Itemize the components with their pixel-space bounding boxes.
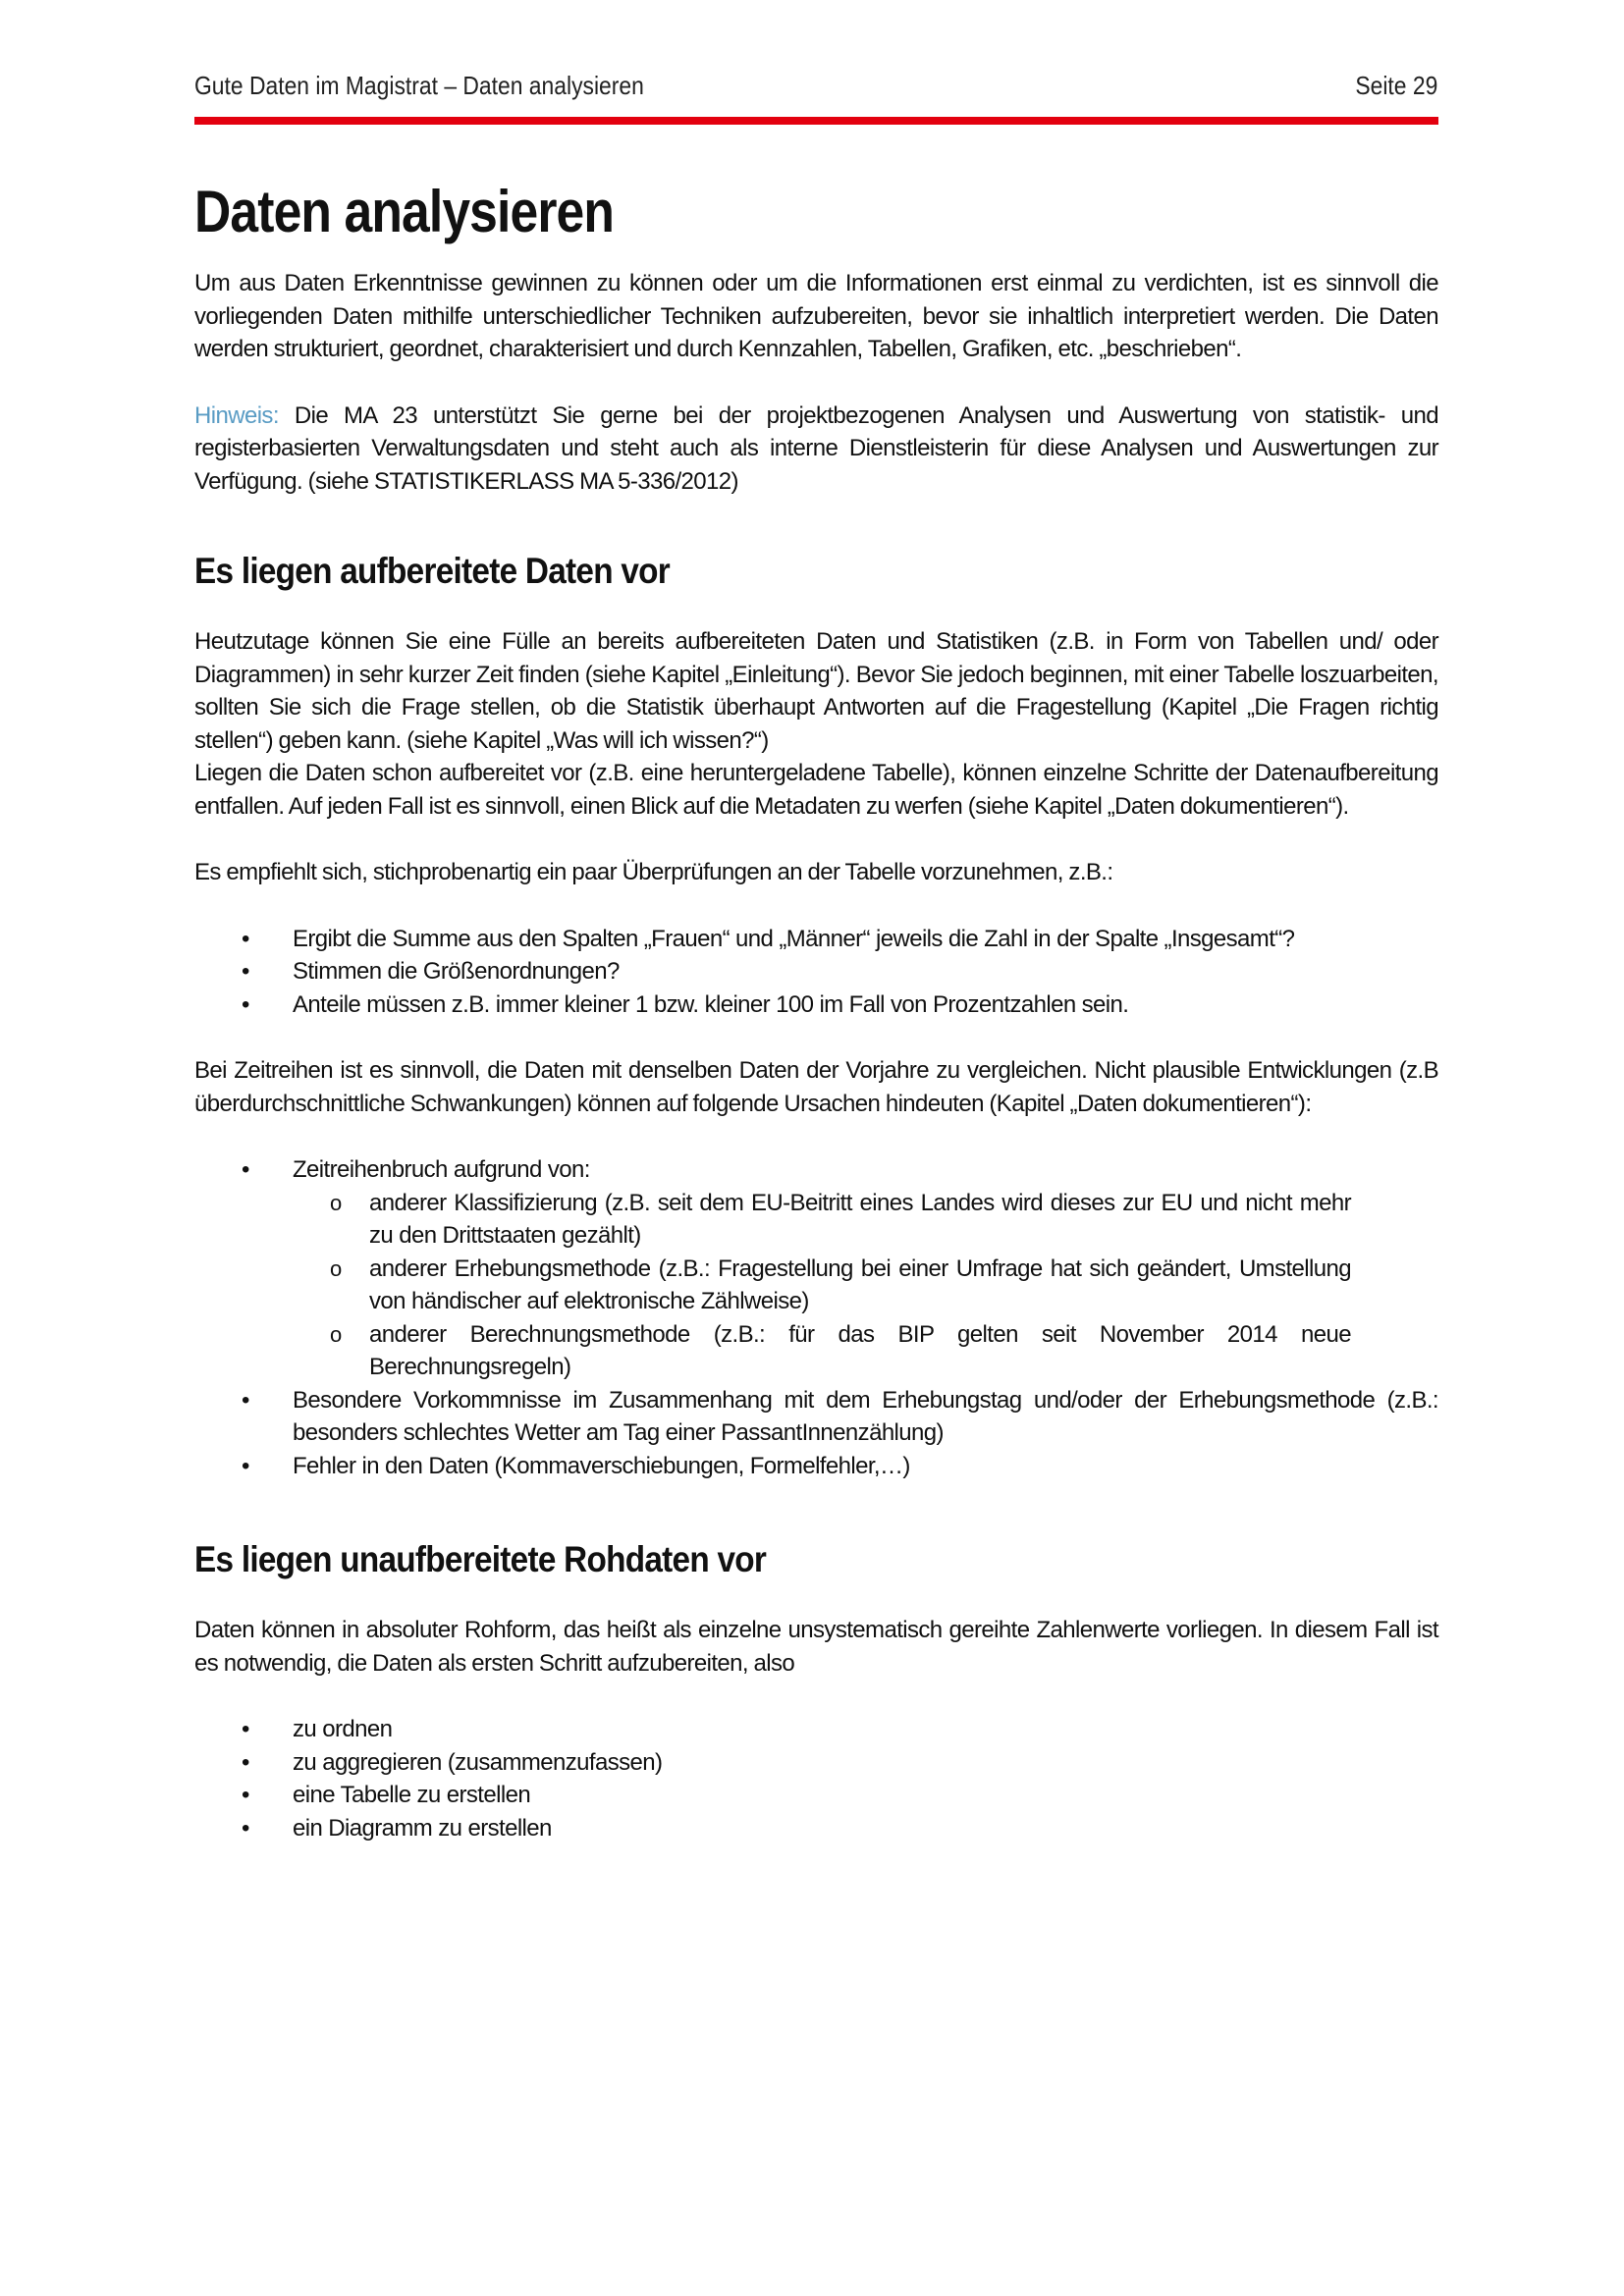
section1-paragraph-1a: Heutzutage können Sie eine Fülle an bereits aufbereiteten Daten und Statistiken (z.B. in Form von Tabellen und/ oder Diagrammen) in sehr kurzer Zeit finden (siehe Kapitel „Einleitung“). Bevor Sie jedoch beginnen, mit einer Tabelle loszuarbeiten, sollten Sie sich die Frage stellen, ob die Statistik überhaupt Antworten auf die Fragestellung (Kapitel „Die Fragen richtig stellen“) geben kann. (siehe Kapitel „Was will ich wissen?“) — [194, 628, 1438, 754]
steps-list — [194, 1713, 1438, 1844]
header-rule — [194, 117, 1438, 125]
hint-paragraph — [194, 400, 1438, 499]
list-item: • Ergibt die Summe aus den Spalten „Frauen“ und „Männer“ jeweils die Zahl in der Spalte „Insgesamt“? — [194, 923, 1438, 956]
list-item: • eine Tabelle zu erstellen — [194, 1779, 1438, 1812]
list-item: • Fehler in den Daten (Kommaverschiebungen, Formelfehler,…) — [194, 1450, 1438, 1483]
bullet-icon: • — [242, 1716, 249, 1742]
list-item: • Zeitreihenbruch aufgrund von: o anderer Klassifizierung (z.B. seit dem EU-Beitritt eines Landes wird dieses zur EU und nicht mehr zu den Drittstaaten gezählt) o anderer Erhebungsmethode (z.B.: Fragestellung bei einer Umfrage hat sich geändert, Umstellung von händischer auf elektronische Zählweise) o anderer Berechnungsmethode (z.B.: für das BIP gelten seit November 2014 neue Berechnungsregeln) — [194, 1153, 1438, 1384]
section-heading-raw-data: Es liegen unaufbereitete Rohdaten vor — [194, 1539, 767, 1579]
bullet-icon: • — [242, 958, 249, 985]
list-item: • ein Diagramm zu erstellen — [194, 1812, 1438, 1845]
header-title: Gute Daten im Magistrat – Daten analysieren — [194, 71, 644, 100]
causes-list — [194, 1153, 1438, 1482]
list-item: • Stimmen die Größenordnungen? — [194, 955, 1438, 988]
section2-paragraph: Daten können in absoluter Rohform, das heißt als einzelne unsystematisch gereihte Zahlenwerte vorliegen. In diesem Fall ist es notwendig, die Daten als ersten Schritt aufzubereiten, also — [194, 1617, 1438, 1677]
circle-bullet-icon: o — [330, 1190, 342, 1215]
hint-text: Die MA 23 unterstützt Sie gerne bei der projektbezogenen Analysen und Auswertung von statistik- und registerbasierten Verwaltungsdaten und steht auch als interne Dienstleisterin für diese Analysen und Auswertungen zur Verfügung. (siehe STATISTIKERLASS MA 5-336/2012) — [194, 401, 1438, 495]
bullet-icon: • — [242, 1814, 249, 1842]
section-heading-prepared-data: Es liegen aufbereitete Daten vor — [194, 551, 671, 591]
intro-paragraph: Um aus Daten Erkenntnisse gewinnen zu können oder um die Informationen erst einmal zu verdichten, ist es sinnvoll die vorliegenden Daten mithilfe unterschiedlicher Techniken aufzubereiten, bevor sie inhaltlich interpretiert werden. Die Daten werden strukturiert, geordnet, charakterisiert und durch Kennzahlen, Tabellen, Grafiken, etc. „beschrieben“. — [194, 270, 1438, 362]
page-number: Seite 29 — [1355, 71, 1438, 100]
list-item: • Anteile müssen z.B. immer kleiner 1 bzw. kleiner 100 im Fall von Prozentzahlen sein. — [194, 988, 1438, 1022]
section1-paragraph-2: Es empfiehlt sich, stichprobenartig ein paar Überprüfungen an der Tabelle vorzunehmen, z.B.: — [194, 859, 1113, 885]
sub-list-item: o anderer Klassifizierung (z.B. seit dem EU-Beitritt eines Landes wird dieses zur EU und nicht mehr zu den Drittstaaten gezählt) — [293, 1187, 1351, 1253]
bullet-icon: • — [242, 990, 249, 1018]
hint-label: Hinweis: — [194, 401, 279, 429]
running-header — [194, 69, 1438, 102]
bullet-icon: • — [242, 925, 249, 952]
sub-list-item: o anderer Berechnungsmethode (z.B.: für das BIP gelten seit November 2014 neue Berechnungsregeln) — [293, 1318, 1351, 1384]
sub-list-item: o anderer Erhebungsmethode (z.B.: Fragestellung bei einer Umfrage hat sich geändert, Umstellung von händischer auf elektronische Zählweise) — [293, 1253, 1351, 1318]
list-item: • zu aggregieren (zusammenzufassen) — [194, 1746, 1438, 1780]
section1-paragraph-3: Bei Zeitreihen ist es sinnvoll, die Daten mit denselben Daten der Vorjahre zu vergleichen. Nicht plausible Entwicklungen (z.B überdurchschnittliche Schwankungen) können auf folgende Ursachen hindeuten (Kapitel „Daten dokumentieren“): — [194, 1057, 1438, 1117]
page-title: Daten analysieren — [194, 179, 615, 244]
bullet-icon: • — [242, 1782, 249, 1808]
list-item: • Besondere Vorkommnisse im Zusammenhang mit dem Erhebungstag und/oder der Erhebungsmethode (z.B.: besonders schlechtes Wetter am Tag einer PassantInnenzählung) — [194, 1384, 1438, 1450]
bullet-icon: • — [242, 1748, 249, 1776]
sub-list — [293, 1187, 1438, 1384]
section1-paragraph-1b: Liegen die Daten schon aufbereitet vor (z.B. eine heruntergeladene Tabelle), können einzelne Schritte der Datenaufbereitung entfallen. Auf jeden Fall ist es sinnvoll, einen Blick auf die Metadaten zu werfen (siehe Kapitel „Daten dokumentieren“). — [194, 760, 1438, 820]
bullet-icon: • — [242, 1386, 249, 1414]
bullet-icon: • — [242, 1452, 249, 1479]
check-list — [194, 923, 1438, 1022]
bullet-icon: • — [242, 1156, 249, 1183]
list-item: • zu ordnen — [194, 1713, 1438, 1746]
circle-bullet-icon: o — [330, 1255, 342, 1281]
circle-bullet-icon: o — [330, 1321, 342, 1347]
main-content — [194, 267, 1438, 1844]
